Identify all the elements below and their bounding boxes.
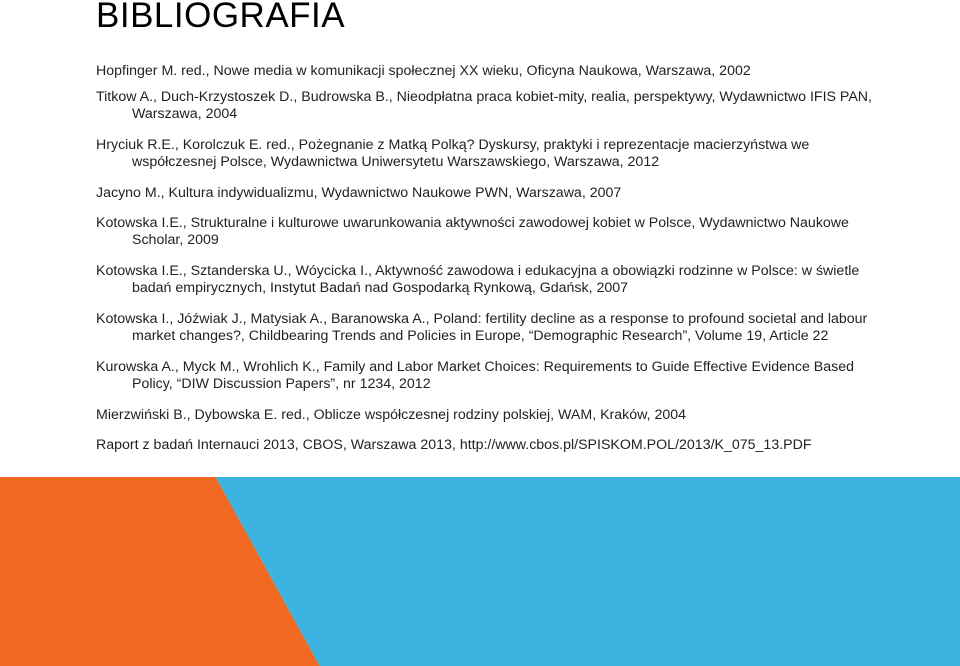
bibliography-entry: Mierzwiński B., Dybowska E. red., Oblicze współczesnej rodziny polskiej, WAM, Kraków, 2004 — [96, 406, 687, 423]
bibliography-entry: Titkow A., Duch-Krzystoszek D., Budrowska B., Nieodpłatna praca kobiet-mity, realia, perspektywy, Wydawnictwo IFIS PAN, Warszawa, 2004 — [96, 89, 872, 122]
bibliography-entry: Kotowska I.E., Strukturalne i kulturowe uwarunkowania aktywności zawodowej kobiet w Polsce, Wydawnictwo Naukowe Scholar, 2009 — [96, 215, 849, 249]
bibliography-entry: Jacyno M., Kultura indywidualizmu, Wydawnictwo Naukowe PWN, Warszawa, 2007 — [96, 184, 622, 201]
bibliography-entry: Hopfinger M. red., Nowe media w komunikacji społecznej XX wieku, Oficyna Naukowa, Warszawa, 2002 — [96, 63, 751, 79]
bibliography-entry: Kotowska I.E., Sztanderska U., Wóycicka I., Aktywność zawodowa i edukacyjna a obowiązki rodzinne w Polsce: w świetle badań empirycznych, Instytut Badań nad Gospodarką Rynkową, Gdańsk, 2007 — [96, 263, 860, 297]
slide-title: BIBLIOGRAFIA — [96, 0, 346, 35]
bibliography-entry: Kurowska A., Myck M., Wrohlich K., Family and Labor Market Choices: Requirements to Guide Effective Evidence Based Policy, “DIW Discussion Papers”, nr 1234, 2012 — [96, 358, 855, 392]
bibliography-entry: Hryciuk R.E., Korolczuk E. red., Pożegnanie z Matką Polką? Dyskursy, praktyki i reprezentacje macierzyństwa we współczesnej Polsce, Wydawnictwa Uniwersytetu Warszawskiego, Warszawa, 2012 — [96, 136, 810, 170]
bibliography-entry: Kotowska I., Jóźwiak J., Matysiak A., Baranowska A., Poland: fertility decline as a response to profound societal and labour market changes?, Childbearing Trends and Policies in Europe, “Demographic Research”, Volume 19, Article 22 — [96, 310, 868, 344]
blue-band-shape — [216, 477, 960, 666]
bibliography-entry: Raport z badań Internauci 2013, CBOS, Warszawa 2013, http://www.cbos.pl/SPISKOM.POL/2013/K_075_13.PDF — [96, 437, 812, 454]
